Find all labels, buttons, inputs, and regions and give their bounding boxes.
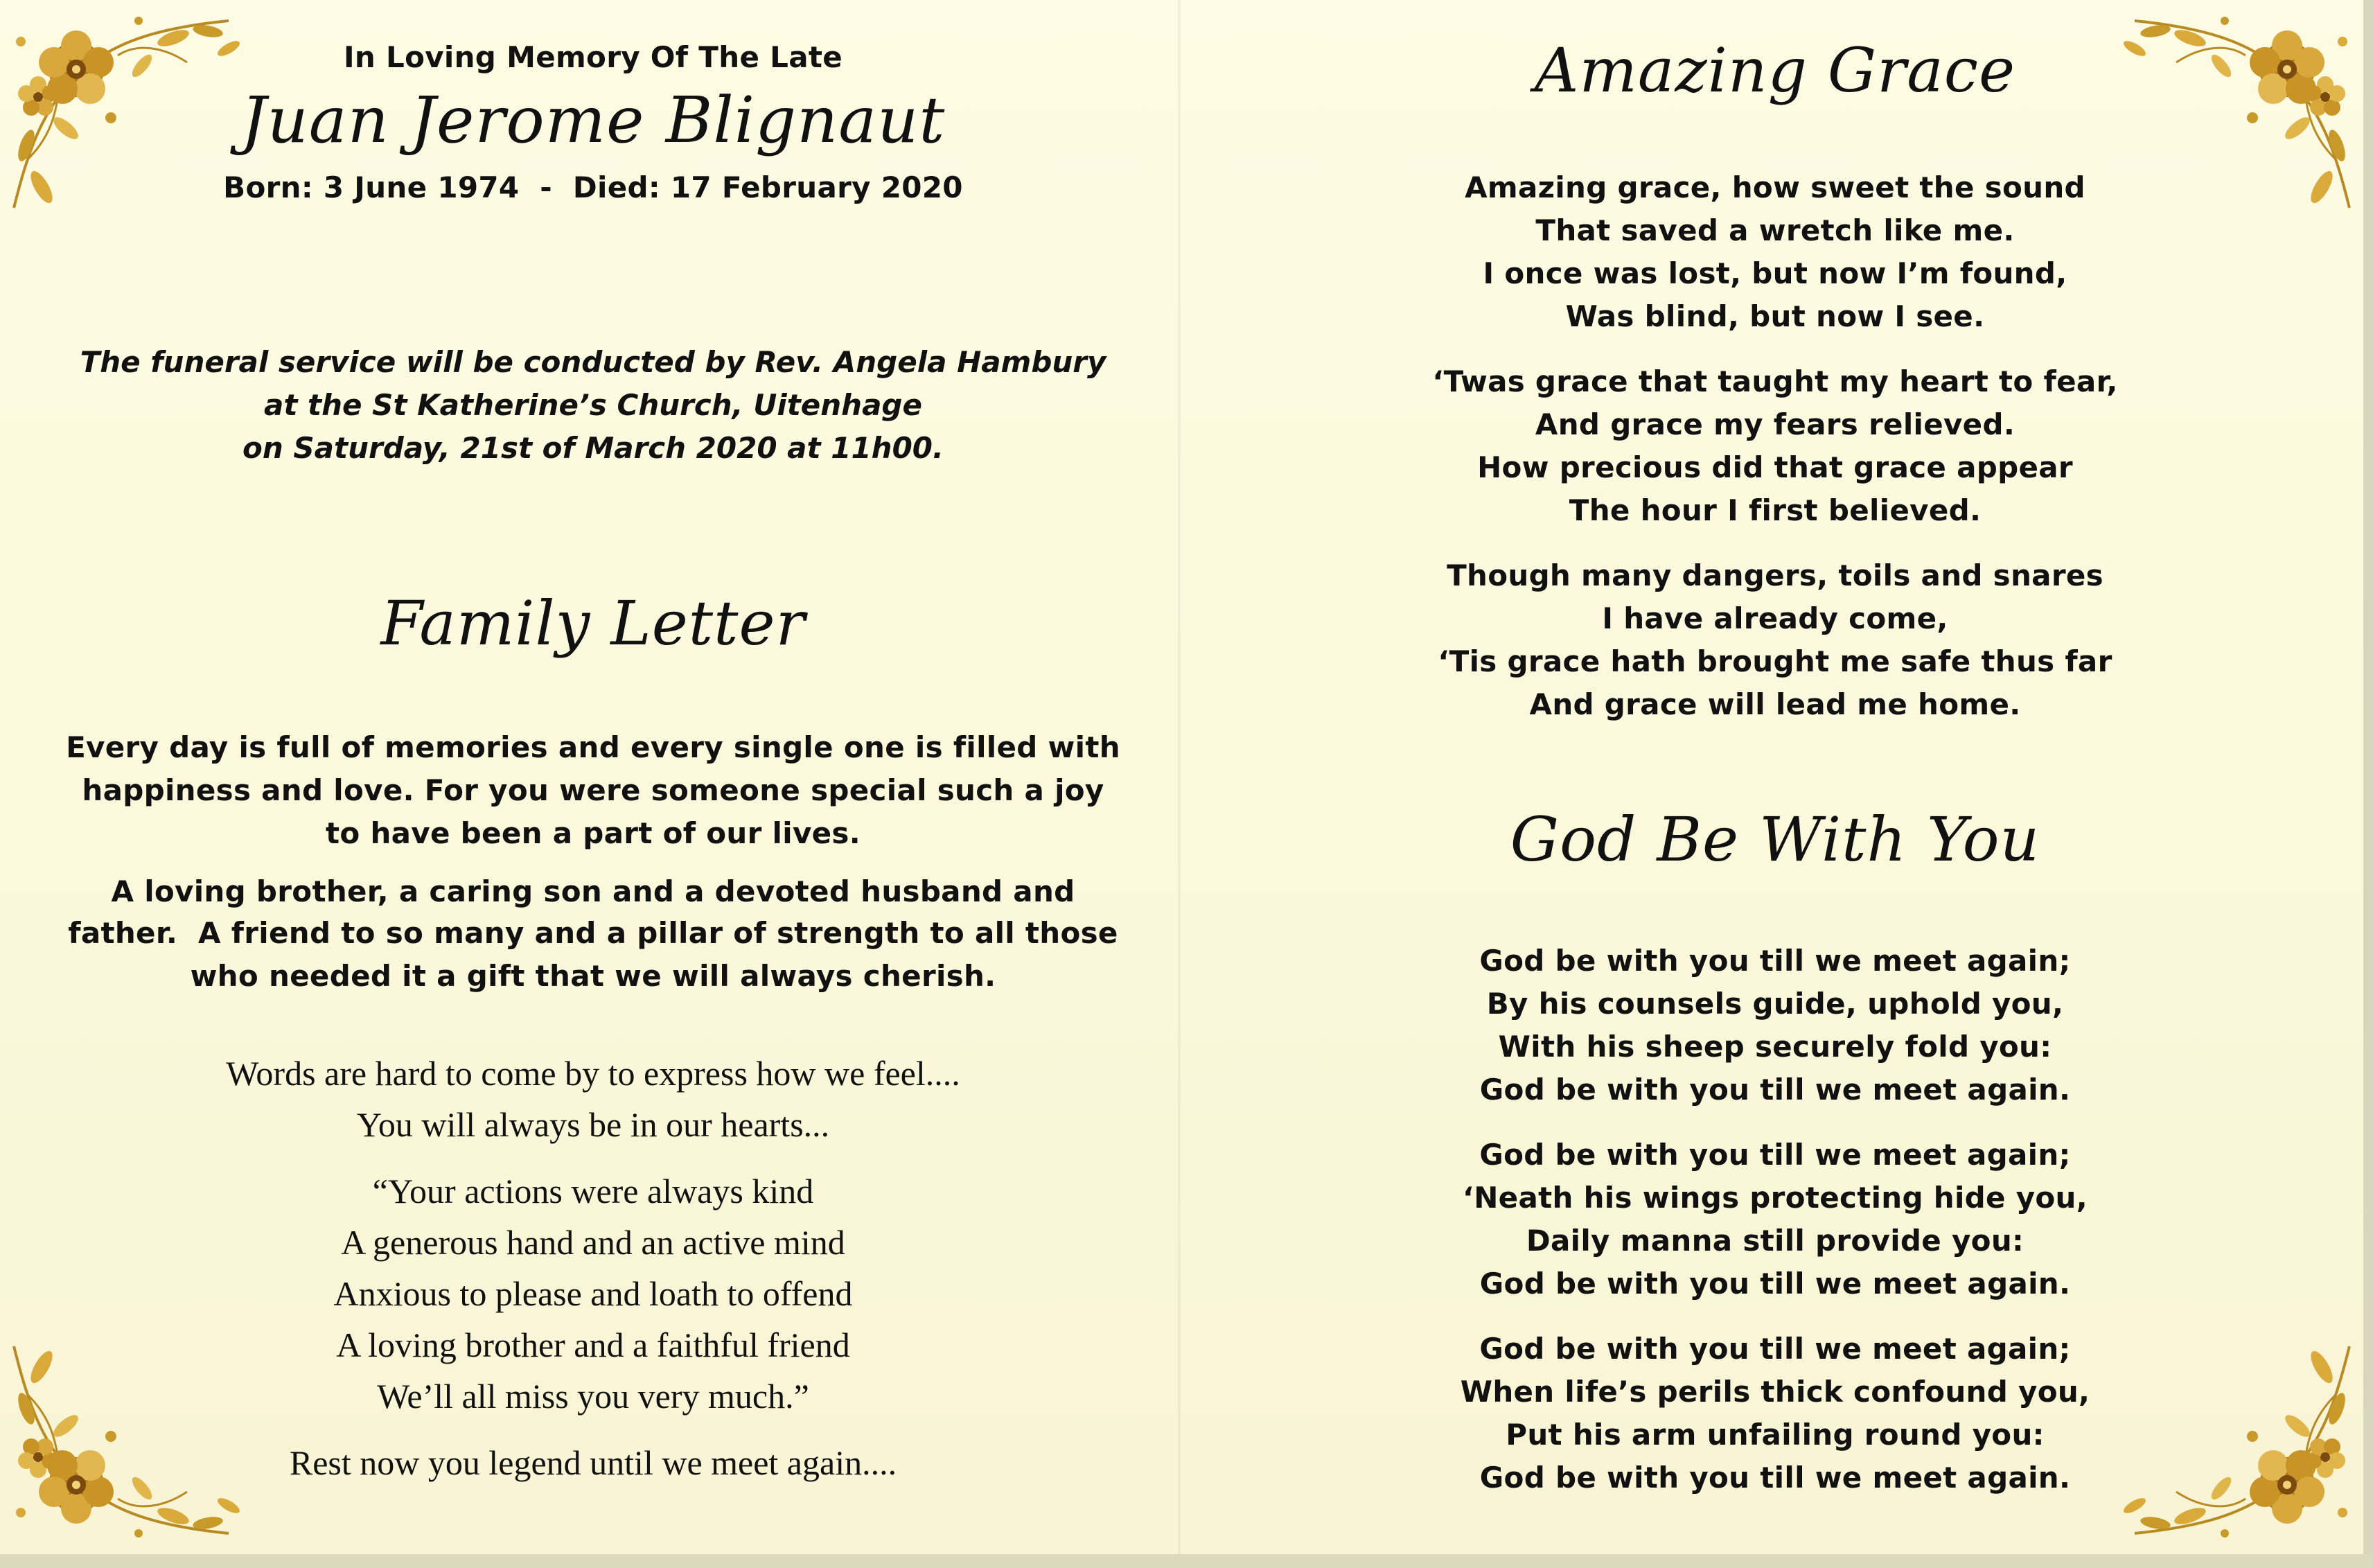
hymn-line: God be with you till we meet again. (1479, 1267, 2071, 1301)
service-line: on Saturday, 21st of March 2020 at 11h00. (242, 431, 944, 465)
paper-edge (2363, 0, 2373, 1568)
hymn-line: With his sheep securely fold you: (1498, 1030, 2052, 1064)
poem-line: A loving brother and a faithful friend (336, 1325, 850, 1364)
poem-line: We’ll all miss you very much.” (377, 1377, 809, 1416)
letter-line: Every day is full of memories and every single one is filled with (66, 730, 1120, 764)
hymn-line: Though many dangers, toils and snares (1447, 558, 2103, 592)
letter-line: who needed it a gift that we will always cherish. (190, 959, 996, 993)
hymn-line: And grace my fears relieved. (1535, 407, 2015, 441)
hymn-line: ‘Twas grace that taught my heart to fear, (1432, 364, 2118, 398)
hymn-line: The hour I first believed. (1569, 493, 1982, 527)
hymn-line: God be with you till we meet again; (1479, 1138, 2071, 1172)
hymn-line: ‘Tis grace hath brought me safe thus far (1438, 644, 2112, 678)
hymn-line: By his counsels guide, uphold you, (1486, 987, 2064, 1021)
family-letter-title: Family Letter (380, 588, 806, 659)
hymn-line: ‘Neath his wings protecting hide you, (1462, 1181, 2088, 1215)
hymn-line: God be with you till we meet again. (1479, 1461, 2071, 1495)
hymn-line: God be with you till we meet again. (1479, 1073, 2071, 1107)
poem-line: Anxious to please and loath to offend (333, 1274, 853, 1313)
letter-line: A loving brother, a caring son and a devoted husband and (111, 874, 1075, 908)
words-line: Words are hard to come by to express how we feel.... (226, 1054, 960, 1093)
hymn-line: I once was lost, but now I’m found, (1483, 256, 2067, 290)
hymn-line: Daily manna still provide you: (1526, 1224, 2024, 1258)
poem-line: “Your actions were always kind (372, 1172, 814, 1210)
service-line: The funeral service will be conducted by Rev. Angela Hambury (80, 345, 1106, 379)
deceased-name: Juan Jerome Blignaut (240, 83, 946, 157)
closing-line: Rest now you legend until we meet again.... (289, 1443, 897, 1482)
letter-line: to have been a part of our lives. (326, 816, 861, 850)
service-line: at the St Katherine’s Church, Uitenhage (264, 388, 922, 422)
hymn-line: That saved a wretch like me. (1535, 213, 2015, 247)
hymn-title-amazing-grace: Amazing Grace (1534, 35, 2016, 106)
life-dates: Born: 3 June 1974 - Died: 17 February 2020 (223, 170, 963, 204)
hymn-line: Put his arm unfailing round you: (1506, 1418, 2045, 1452)
hymn-line: Amazing grace, how sweet the sound (1465, 170, 2085, 204)
hymn-line: I have already come, (1602, 601, 1948, 635)
hymn-line: God be with you till we meet again; (1479, 1332, 2071, 1366)
hymn-line: How precious did that grace appear (1477, 450, 2073, 484)
words-line: You will always be in our hearts... (356, 1105, 830, 1144)
poem-line: A generous hand and an active mind (341, 1223, 845, 1262)
letter-line: happiness and love. For you were someone special such a joy (82, 773, 1104, 807)
hymn-line: God be with you till we meet again; (1479, 944, 2071, 978)
left-page (0, 0, 1186, 1568)
hymn-line: Was blind, but now I see. (1565, 299, 1985, 333)
hymn-line: When life’s perils thick confound you, (1460, 1375, 2090, 1409)
hymn-title-god-be-with-you: God Be With You (1510, 804, 2040, 875)
hymn-line: And grace will lead me home. (1529, 687, 2021, 721)
right-page (1186, 0, 2364, 1568)
memory-heading: In Loving Memory Of The Late (343, 40, 843, 74)
letter-line: father. A friend to so many and a pillar of strength to all those (68, 916, 1118, 950)
